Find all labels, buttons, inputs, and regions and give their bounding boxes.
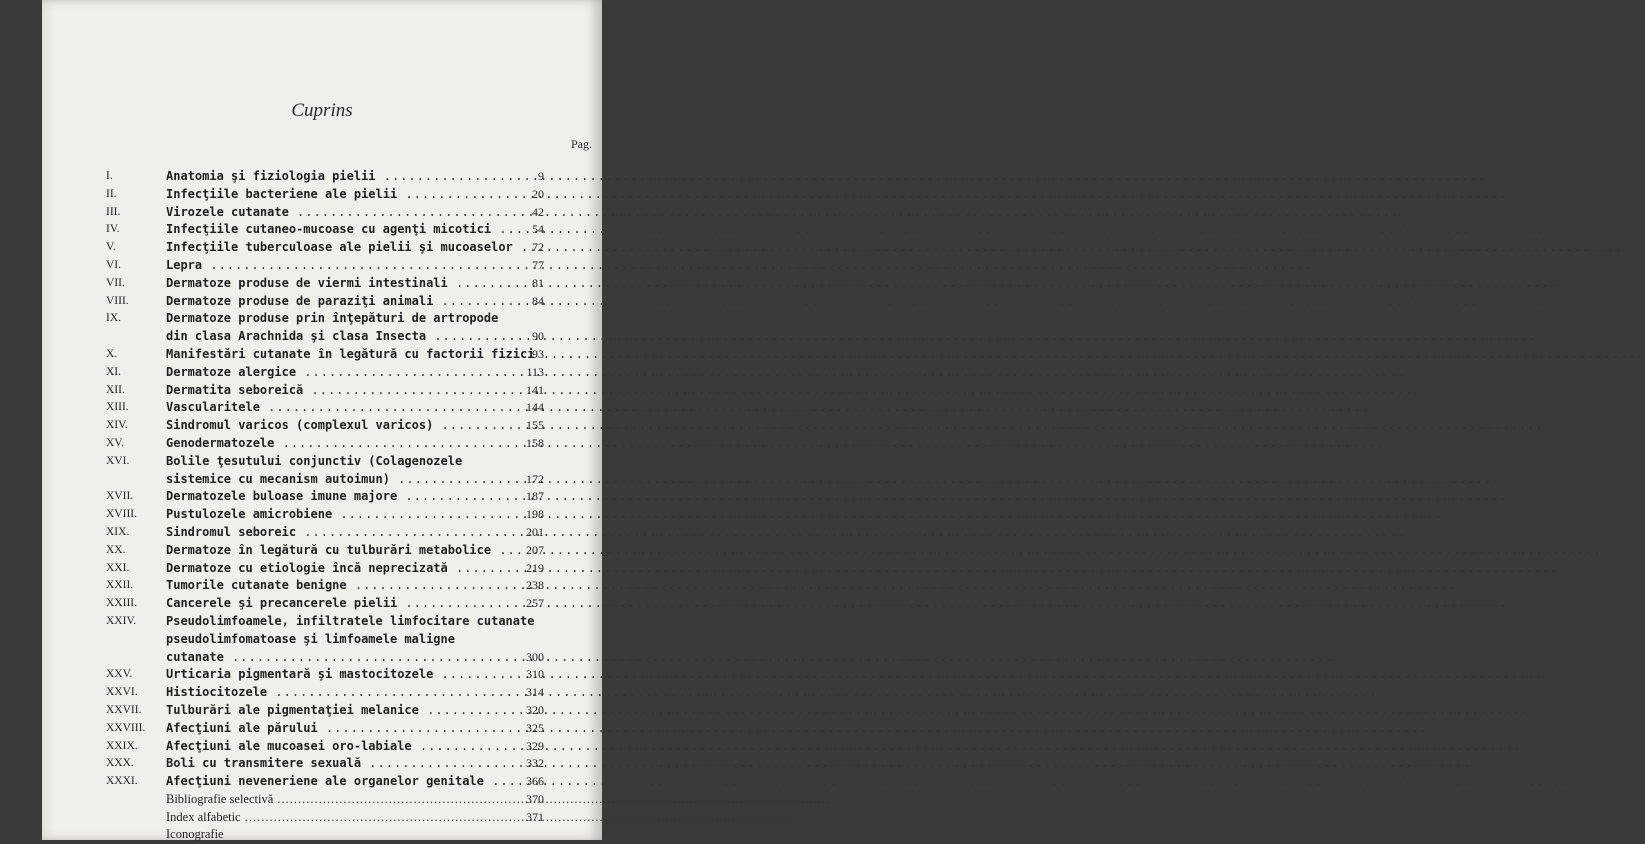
chapter-numeral: VII. — [106, 276, 125, 289]
toc-entry — [42, 346, 602, 364]
chapter-title-line: Bibliografie selectivă ..... — [166, 791, 496, 809]
chapter-title-line: Tumorile cutanate benigne ..... — [166, 577, 496, 595]
chapter-title-line: Vascularitele ..... — [166, 399, 496, 417]
page-number: 84 — [532, 293, 544, 308]
chapter-numeral: XII. — [106, 383, 125, 396]
page-number: 72 — [532, 240, 544, 255]
chapter-title-line: Dermatozele buloase imune majore ..... — [166, 488, 496, 506]
chapter-numeral: IV. — [106, 223, 120, 236]
chapter-numeral: XXII. — [106, 579, 134, 592]
chapter-title-line: Dermatoze în legătură cu tulburări metabolice ..... — [166, 542, 496, 560]
toc-entry — [42, 293, 602, 311]
toc-entry — [42, 524, 602, 542]
chapter-title-line: Pustulozele amicrobiene ..... — [166, 506, 496, 524]
chapter-numeral: XV. — [106, 436, 125, 449]
chapter-numeral: XVIII. — [106, 508, 137, 521]
chapter-numeral: XIV. — [106, 419, 128, 432]
chapter-title-line: Urticaria pigmentară şi mastocitozele ..... — [166, 666, 496, 684]
chapter-numeral: XXVII. — [106, 703, 142, 716]
toc-entry — [42, 204, 602, 222]
chapter-numeral: XX. — [106, 543, 126, 556]
chapter-title-line: Dermatoze cu etiologie încă neprecizată ..... — [166, 560, 496, 578]
chapter-title-line: Tulburări ale pigmentaţiei melanice ..... — [166, 702, 496, 720]
page-number: 332 — [526, 756, 544, 771]
page-column-label: Pag. — [571, 137, 592, 151]
chapter-title-line: Virozele cutanate ..... — [166, 204, 496, 222]
toc-entry — [42, 666, 602, 684]
chapter-title-line: cutanate ..... — [166, 649, 496, 667]
page-number: 144 — [526, 400, 544, 415]
chapter-numeral: XXV. — [106, 668, 133, 681]
toc-entry — [42, 791, 602, 809]
chapter-title-line: Iconografie — [166, 827, 224, 842]
chapter-title-line: Lepra ..... — [166, 257, 496, 275]
toc-entry — [42, 577, 602, 595]
toc-entry — [42, 417, 602, 435]
toc-entry — [42, 684, 602, 702]
chapter-numeral: XXIX. — [106, 739, 138, 752]
chapter-numeral: XXIII. — [106, 597, 137, 610]
page-number: 158 — [526, 435, 544, 450]
chapter-title-line: Dermatoze produse de viermi intestinali ..... — [166, 275, 496, 293]
toc-entry — [42, 382, 602, 400]
toc-entry — [42, 595, 602, 613]
toc-entry — [42, 755, 602, 773]
toc-entry — [42, 364, 602, 382]
page-number: 187 — [526, 489, 544, 504]
chapter-title-line: Infecţiile bacteriene ale pielii ..... — [166, 186, 496, 204]
chapter-title-line: Index alfabetic ..... — [166, 809, 496, 827]
toc-entry — [42, 186, 602, 204]
page-number: 155 — [526, 418, 544, 433]
chapter-title-line: Afecţiuni neveneriene ale organelor genitale ..... — [166, 773, 496, 791]
page-number: 198 — [526, 507, 544, 522]
chapter-title-line: Anatomia şi fiziologia pielii ..... — [166, 168, 496, 186]
chapter-numeral: XI. — [106, 365, 122, 378]
toc-entry — [42, 453, 602, 489]
page-number: 141 — [526, 382, 544, 397]
page-number: 325 — [526, 720, 544, 735]
toc-entry — [42, 809, 602, 827]
toc-entry — [42, 506, 602, 524]
chapter-title-line: Afecţiuni ale mucoasei oro-labiale ..... — [166, 738, 496, 756]
toc-entry — [42, 275, 602, 293]
chapter-title-line: Boli cu transmitere sexuală ..... — [166, 755, 496, 773]
toc-entry — [42, 488, 602, 506]
chapter-title-line: Infecţiile cutaneo-mucoase cu agenţi micotici ..... — [166, 221, 496, 239]
chapter-title-line: pseudolimfomatoase şi limfoamele maligne — [166, 631, 455, 646]
chapter-title-line: Afecţiuni ale părului ..... — [166, 720, 496, 738]
toc-entry — [42, 399, 602, 417]
chapter-numeral: IX. — [106, 312, 122, 325]
page-number: 77 — [532, 257, 544, 272]
toc-entry — [42, 168, 602, 186]
chapter-title-line: Pseudolimfoamele, infiltratele limfocitare cutanate — [166, 613, 535, 628]
page-number: 238 — [526, 578, 544, 593]
page-number: 42 — [532, 204, 544, 219]
page-number: 366 — [526, 774, 544, 789]
toc-entry — [42, 239, 602, 257]
chapter-title-line: sistemice cu mecanism autoimun) ..... — [166, 471, 496, 489]
page-number: 20 — [532, 186, 544, 201]
page-number: 370 — [526, 791, 544, 806]
chapter-numeral: XVI. — [106, 454, 130, 467]
chapter-numeral: XXVIII. — [106, 721, 146, 734]
toc-entry — [42, 542, 602, 560]
chapter-title-line: Genodermatozele ..... — [166, 435, 496, 453]
chapter-title-line: Infecţiile tuberculoase ale pielii şi mucoaselor ..... — [166, 239, 496, 257]
table-of-contents — [42, 168, 602, 844]
page-number: 54 — [532, 222, 544, 237]
page-number: 310 — [526, 667, 544, 682]
page-number: 219 — [526, 560, 544, 575]
toc-entry — [42, 221, 602, 239]
chapter-numeral: XIX. — [106, 525, 130, 538]
page-number: 93 — [532, 346, 544, 361]
page-number: 201 — [526, 524, 544, 539]
chapter-numeral: V. — [106, 241, 116, 254]
chapter-numeral: X. — [106, 347, 118, 360]
chapter-numeral: XXXI. — [106, 775, 138, 788]
chapter-title-line: Dermatoze produse de paraziţi animali ..... — [166, 293, 496, 311]
chapter-title-line: Histiocitozele ..... — [166, 684, 496, 702]
chapter-title-line: din clasa Arachnida şi clasa Insecta ..... — [166, 328, 496, 346]
chapter-numeral: XVII. — [106, 490, 134, 503]
toc-entry — [42, 560, 602, 578]
chapter-numeral: II. — [106, 187, 117, 200]
chapter-numeral: XIII. — [106, 401, 129, 414]
toc-entry — [42, 613, 602, 666]
page-number: 9 — [538, 169, 544, 183]
page-number: 207 — [526, 542, 544, 557]
chapter-title-line: Dermatoze alergice ..... — [166, 364, 496, 382]
toc-entry — [42, 773, 602, 791]
page-number: 257 — [526, 596, 544, 611]
chapter-numeral: VIII. — [106, 294, 129, 307]
chapter-numeral: I. — [106, 170, 113, 182]
chapter-title-line: Sindromul varicos (complexul varicos) ..... — [166, 417, 496, 435]
chapter-title-line: Bolile ţesutului conjunctiv (Colagenozele — [166, 453, 463, 468]
toc-entry — [42, 702, 602, 720]
book-page — [42, 0, 602, 840]
page-number: 81 — [532, 275, 544, 290]
chapter-title-line: Dermatita seboreică ..... — [166, 382, 496, 400]
chapter-title-line: Dermatoze produse prin înţepături de artropode — [166, 311, 499, 326]
chapter-title-line: Cancerele şi precancerele pielii ..... — [166, 595, 496, 613]
chapter-numeral: XXI. — [106, 561, 130, 574]
page-number: 300 — [526, 649, 544, 664]
toc-entry — [42, 257, 602, 275]
chapter-numeral: III. — [106, 205, 121, 218]
page-number: 172 — [526, 471, 544, 486]
chapter-numeral: XXVI. — [106, 686, 138, 699]
chapter-title-line: Sindromul seboreic ..... — [166, 524, 496, 542]
toc-entry — [42, 435, 602, 453]
toc-entry — [42, 738, 602, 756]
toc-entry — [42, 826, 602, 844]
page-number: 329 — [526, 738, 544, 753]
chapter-title-line: Manifestări cutanate în legătură cu factorii fizici ..... — [166, 346, 496, 364]
toc-entry — [42, 720, 602, 738]
page-number: 314 — [526, 685, 544, 700]
chapter-numeral: XXX. — [106, 757, 134, 770]
chapter-numeral: VI. — [106, 258, 122, 271]
toc-entry — [42, 310, 602, 346]
page-title: Cuprins — [291, 100, 353, 121]
page-number: 320 — [526, 702, 544, 717]
page-number: 90 — [532, 329, 544, 344]
page-number: 113 — [526, 364, 544, 379]
page-number: 371 — [526, 809, 544, 824]
chapter-numeral: XXIV. — [106, 614, 137, 627]
